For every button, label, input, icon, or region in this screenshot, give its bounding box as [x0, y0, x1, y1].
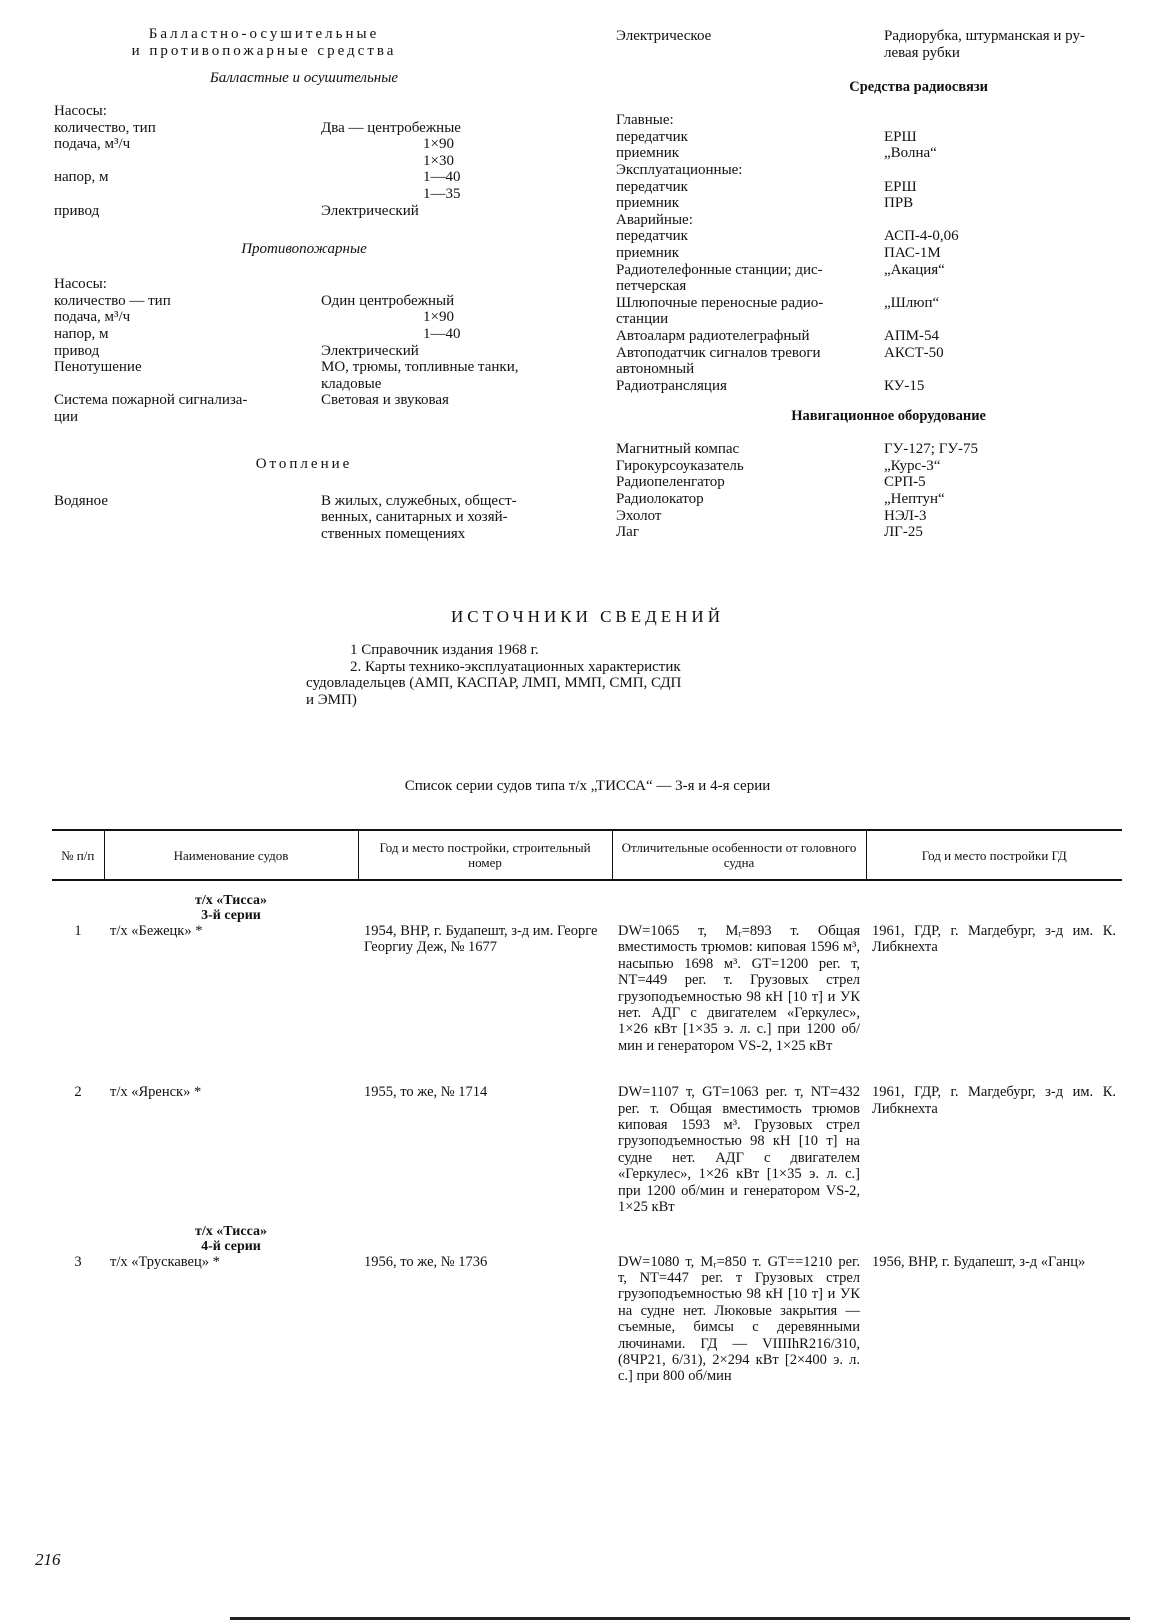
spec-key: напор, м: [54, 325, 109, 342]
spec-key: Пенотушение: [54, 359, 142, 376]
spec-row: [616, 345, 1136, 362]
spec-row: [54, 343, 574, 360]
series-label: 4-й серии: [201, 1238, 261, 1254]
spec-row: [54, 136, 574, 153]
spec-key: станции: [616, 311, 669, 328]
spec-value: ПАС-1М: [884, 244, 941, 261]
sources-heading: ИСТОЧНИКИ СВЕДЕНИЙ: [451, 607, 724, 626]
spec-row: [616, 162, 1136, 179]
spec-row: [616, 441, 1136, 458]
spec-row: [616, 112, 1136, 129]
spec-row: [54, 309, 574, 326]
spec-row: [54, 409, 574, 426]
spec-row: [54, 293, 574, 310]
spec-key: Шлюпочные переносные радио-: [616, 294, 824, 311]
spec-value: [884, 278, 1136, 295]
spec-value: [884, 112, 1136, 129]
spec-row: [616, 311, 1136, 328]
series-label: т/х «Тисса»: [195, 1223, 267, 1239]
spec-key: Система пожарной сигнализа-: [54, 392, 248, 409]
spec-value: Электрический: [321, 202, 419, 219]
spec-value: 1×30: [423, 152, 454, 169]
spec-value: [884, 212, 1136, 229]
ballast-heading-line1: Балластно-осушительные: [148, 26, 380, 42]
sources-list: [306, 642, 826, 708]
spec-row: [54, 326, 574, 343]
spec-value: „Акация“: [884, 261, 945, 278]
spec-key: подача, м³/ч: [54, 309, 131, 326]
row-number: 3: [74, 1253, 82, 1270]
ship-features: DW=1065 т, Mᵣ=893 т. Общая вместимость трюмов: киповая 1596 м³, насыпью 1698 м³. GT=1200 рег. т, NT=449 рег. т. Грузовых стрел грузоподъемностью 98 кН [10 т] и УК нет. АДГ с двигателем «Геркулес», 1×26 кВт [1×35 э. л. с.] при 1200 об/мин и генератором VS-2, 1×25 кВт: [618, 923, 860, 1054]
spec-row: [616, 262, 1136, 279]
spec-key: передатчик: [616, 128, 688, 145]
row-number: 1: [74, 923, 82, 939]
col-header-name: Наименование судов: [104, 830, 358, 880]
spec-row: [54, 376, 574, 393]
spec-row: [54, 359, 574, 376]
spec-row: [54, 526, 574, 543]
ship-name: т/х «Трускавец» *: [110, 1253, 220, 1270]
spec-key: Насосы:: [54, 276, 107, 293]
spec-key: Автоаларм радиотелеграфный: [616, 327, 810, 344]
spec-row: [616, 491, 1136, 508]
ship-engine: 1956, ВНР, г. Будапешт, з-д «Ганц»: [872, 1253, 1086, 1270]
ship-features: DW=1080 т, Mᵣ=850 т. GT==1210 рег. т, NT=447 рег. т Грузовых стрел грузоподъемностью 98 кН [10 т] и УК на судне нет. Люковые закрытия — съемные, бимсы с деревянными лючинами. ГД — VIIIIhR216/310, (8ЧР21, 6/31), 2×294 кВт [2×400 э. л. с.] при 800 об/мин: [618, 1253, 860, 1385]
table-row: [52, 923, 1122, 1054]
spec-key: напор, м: [54, 169, 109, 186]
left-column: [54, 26, 574, 542]
spec-key: передатчик: [616, 178, 688, 195]
spec-value: венных, санитарных и хозяй-: [321, 509, 508, 526]
spec-value: АКСТ-50: [884, 344, 944, 361]
spec-row: [54, 493, 574, 510]
table-header-row: [52, 830, 1122, 880]
row-number: 2: [74, 1084, 82, 1101]
right-column: [616, 26, 1136, 541]
spec-value: АПМ-54: [884, 327, 939, 344]
spec-key: Эксплуатационные:: [616, 161, 743, 178]
spec-value: ЕРШ: [884, 128, 917, 145]
spec-value: ГУ-127; ГУ-75: [884, 441, 978, 458]
spec-value: левая рубки: [884, 44, 960, 61]
spec-key: привод: [54, 342, 100, 359]
series-row: [52, 880, 1122, 923]
ship-name: т/х «Яренск» *: [110, 1084, 202, 1101]
spec-key: ции: [54, 408, 79, 425]
table-row: [52, 1254, 1122, 1385]
spec-key: подача, м³/ч: [54, 136, 131, 153]
spec-value: ЛГ-25: [884, 524, 923, 541]
spec-key: Магнитный компас: [616, 441, 740, 458]
spec-key: Радиотелефонные станции; дис-: [616, 261, 823, 278]
source-item: судовладельцев (АМП, КАСПАР, ЛМП, ММП, СМП, СДП: [306, 675, 682, 692]
spec-row: [616, 508, 1136, 525]
col-header-engine: Год и место постройки ГД: [866, 830, 1122, 880]
spec-row: [616, 145, 1136, 162]
page-number: 216: [35, 1550, 61, 1569]
spec-row: [54, 203, 574, 220]
ship-features: DW=1107 т, GT=1063 рег. т, NT=432 рег. т. Общая вместимость трюмов киповая 1593 м³. Грузовых стрел грузоподъемностью 98 кН [10 т] на судне нет. АДГ с двигателем «Геркулес», 1×26 кВт [1×35 э. л. с.] при 1200 об/мин и генератором VS-2, 1×25 кВт: [618, 1084, 860, 1216]
spec-value: КУ-15: [884, 377, 925, 394]
spec-key: Радиотрансляция: [616, 377, 727, 394]
spec-row: [616, 378, 1136, 395]
series-row: [52, 1216, 1122, 1254]
spec-key: [54, 153, 321, 170]
spec-value: Электрический: [321, 342, 419, 359]
ship-built: 1955, то же, № 1714: [364, 1084, 488, 1101]
spec-value: 1—40: [423, 325, 461, 342]
spec-value: 1×90: [423, 136, 454, 153]
spec-value: ЕРШ: [884, 178, 917, 195]
spec-value: МО, трюмы, топливные танки,: [321, 359, 519, 376]
spec-row: [616, 524, 1136, 541]
table-row: [52, 1084, 1122, 1215]
spec-key: количество — тип: [54, 292, 171, 309]
radio-heading: Средства радиосвязи: [849, 79, 988, 96]
spec-row: [54, 153, 574, 170]
spec-row: [616, 245, 1136, 262]
ballast-rows: [54, 103, 574, 219]
spec-value: В жилых, служебных, общест-: [321, 492, 517, 509]
spec-key: автономный: [616, 361, 695, 378]
spec-value: ПРВ: [884, 195, 914, 212]
spec-row: [616, 179, 1136, 196]
spec-key: Гирокурсоуказатель: [616, 457, 744, 474]
spec-row: [616, 212, 1136, 229]
ship-built: 1956, то же, № 1736: [364, 1253, 488, 1270]
heating-rows: [54, 493, 574, 543]
spec-row: [616, 361, 1136, 378]
spec-key: петчерская: [616, 278, 687, 295]
spec-key: приемник: [616, 244, 680, 261]
series-label: 3-й серии: [201, 908, 261, 923]
spec-key: Радиопеленгатор: [616, 474, 725, 491]
spec-value: 1—35: [423, 185, 461, 202]
fire-rows: [54, 276, 574, 425]
series-label: т/х «Тисса»: [195, 893, 267, 908]
ballast-subheading: Балластные и осушительные: [209, 70, 399, 86]
col-header-number: № п/п: [52, 830, 104, 880]
spec-row: [54, 103, 574, 120]
ballast-heading-line2: и противопожарные средства: [131, 43, 397, 59]
spec-row: [616, 195, 1136, 212]
spec-value: ственных помещениях: [321, 525, 466, 542]
spec-value: Радиорубка, штурманская и ру-: [884, 28, 1085, 44]
spec-key: приемник: [616, 195, 680, 212]
spec-row: [54, 392, 574, 409]
spec-value: [321, 103, 574, 120]
source-item: и ЭМП): [306, 691, 357, 708]
ships-table: [52, 829, 1122, 1385]
spec-value: [884, 311, 1136, 328]
radio-rows: [616, 112, 1136, 394]
ship-engine: 1961, ГДР, г. Магдебург, з-д им. К. Либкнехта: [872, 1084, 1116, 1117]
spec-row: [54, 169, 574, 186]
spec-value: [321, 276, 574, 293]
spec-row: [54, 120, 574, 137]
spec-key: Водяное: [54, 492, 108, 509]
spec-key: Радиолокатор: [616, 491, 704, 508]
nav-heading: Навигационное оборудование: [791, 408, 986, 425]
spec-row: [54, 186, 574, 203]
spec-row: [616, 474, 1136, 491]
spec-row: [616, 295, 1136, 312]
spec-row: [616, 228, 1136, 245]
spec-row: [616, 328, 1136, 345]
spec-value: [884, 361, 1136, 378]
spec-row: [616, 278, 1136, 295]
spec-value: „Шлюп“: [884, 294, 940, 311]
spec-value: СРП-5: [884, 474, 926, 491]
spec-value: Два — центробежные: [321, 119, 461, 136]
fire-subheading: Противопожарные: [241, 241, 367, 258]
spec-value: „Нептун“: [884, 491, 945, 508]
nav-rows: [616, 441, 1136, 541]
spec-key: количество, тип: [54, 119, 156, 136]
col-header-built: Год и место постройки, строительный номер: [358, 830, 612, 880]
ship-engine: 1961, ГДР, г. Магдебург, з-д им. К. Либкнехта: [872, 923, 1116, 956]
spec-value: Один центробежный: [321, 292, 455, 309]
spec-key: Электрическое: [616, 28, 712, 44]
spec-row: [616, 45, 1136, 62]
spec-value: кладовые: [321, 375, 382, 392]
ship-name: т/х «Бежецк» *: [110, 923, 203, 939]
spec-value: „Волна“: [884, 145, 937, 162]
spec-value: АСП-4-0,06: [884, 228, 959, 245]
source-item: 1 Справочник издания 1968 г.: [350, 642, 539, 658]
spec-row: [54, 509, 574, 526]
spec-value: [884, 162, 1136, 179]
spec-value: „Курс-3“: [884, 457, 941, 474]
page-bottom-rule: [230, 1617, 1130, 1620]
spec-key: Эхолот: [616, 507, 662, 524]
heating-heading: Отопление: [255, 455, 353, 472]
spec-key: Лаг: [616, 524, 639, 541]
spec-key: приемник: [616, 145, 680, 162]
source-item: 2. Карты технико-эксплуатационных характеристик: [350, 658, 681, 675]
spec-key: [54, 186, 321, 203]
list-title: Список серии судов типа т/х „ТИССА“ — 3-я и 4-я серии: [404, 778, 771, 794]
spec-value: 1×90: [423, 309, 454, 326]
spec-row: [616, 129, 1136, 146]
spec-key: Главные:: [616, 112, 674, 129]
spec-key: привод: [54, 202, 100, 219]
col-header-features: Отличительные особенности от головного судна: [612, 830, 866, 880]
spec-value: НЭЛ-3: [884, 507, 927, 524]
spec-value: Световая и звуковая: [321, 392, 449, 409]
ship-built: 1954, ВНР, г. Будапешт, з-д им. Георге Георгиу Деж, № 1677: [364, 923, 598, 956]
spec-row: [54, 276, 574, 293]
spec-row: [616, 28, 1136, 45]
spec-value: 1—40: [423, 169, 461, 186]
spec-key: Аварийные:: [616, 211, 693, 228]
spec-key: Насосы:: [54, 103, 107, 119]
spec-row: [616, 458, 1136, 475]
spec-key: передатчик: [616, 228, 688, 245]
spec-key: Автоподатчик сигналов тревоги: [616, 344, 821, 361]
